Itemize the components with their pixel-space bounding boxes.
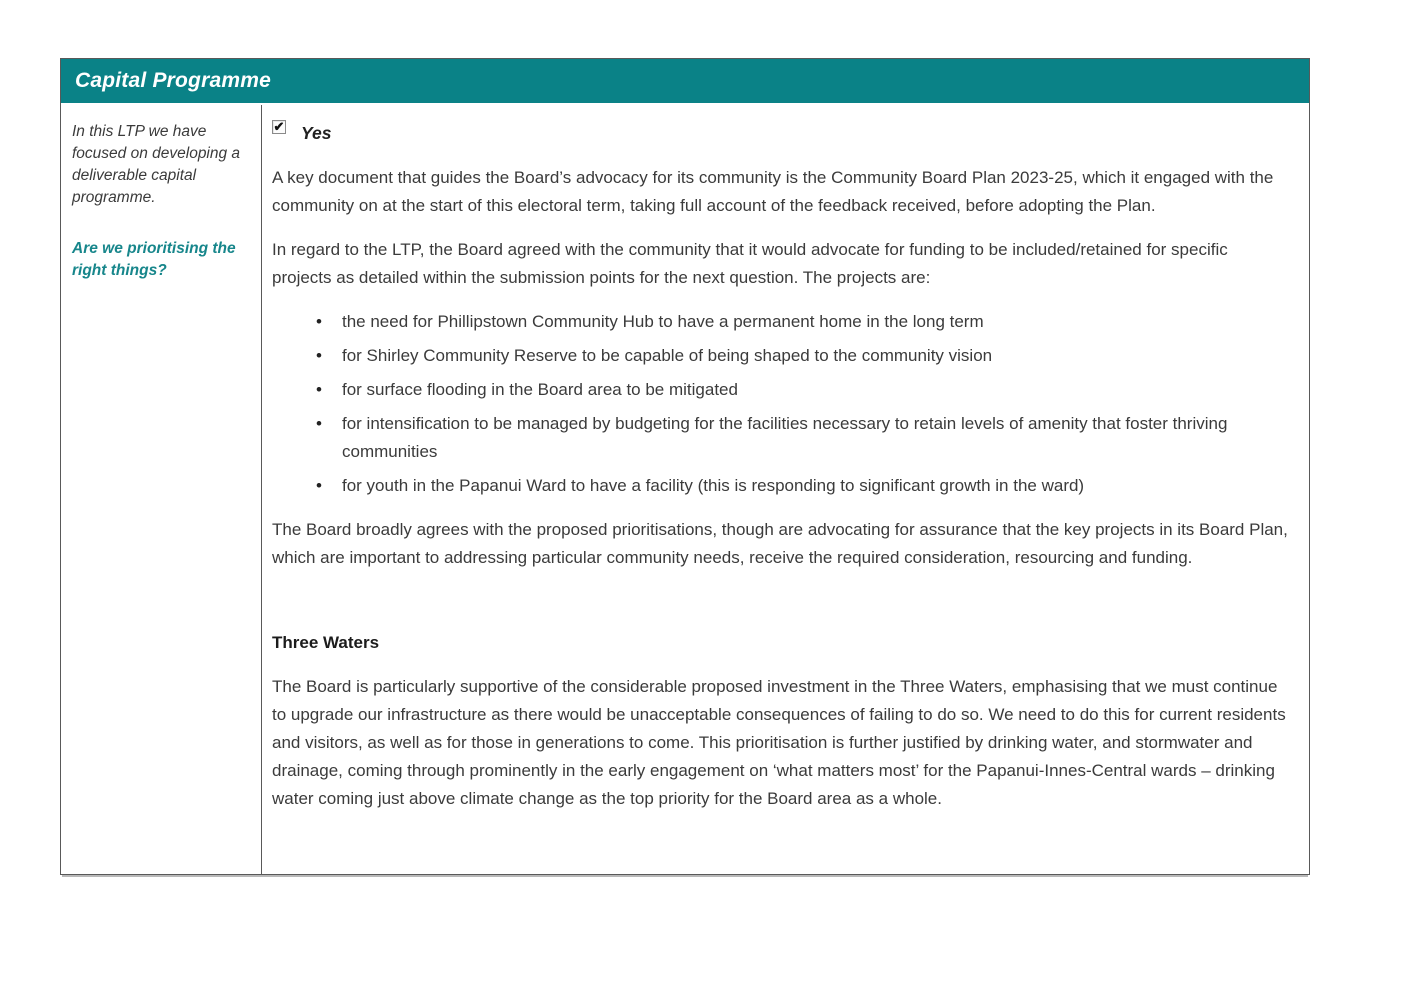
sidebar-note: In this LTP we have focused on developing a deliverable capital programme. — [72, 123, 241, 206]
bullet-item: • for surface flooding in the Board area to be mitigated — [316, 376, 1291, 404]
sidebar-question: Are we prioritising the right things? — [72, 240, 236, 279]
three-waters-heading: Three Waters — [272, 633, 380, 652]
bullet-item: • for youth in the Papanui Ward to have a facility (this is responding to significant growth in the ward) — [316, 472, 1291, 500]
yes-label: Yes — [301, 123, 332, 143]
sidebar-cell — [61, 105, 262, 874]
section-body — [61, 105, 1309, 874]
section-title: Capital Programme — [75, 69, 271, 92]
projects-bullet-list — [272, 308, 1291, 500]
bullet-item: • for intensification to be managed by budgeting for the facilities necessary to retain levels of amenity that foster thriving communities — [316, 410, 1291, 466]
bullet-item: • for Shirley Community Reserve to be capable of being shaped to the community vision — [316, 342, 1291, 370]
paragraph-board-plan: A key document that guides the Board’s advocacy for its community is the Community Board Plan 2023-25, which it engaged with the community on at the start of this electoral term, taking full account of the feedback received, before adopting the Plan. — [272, 168, 1274, 215]
section-header — [61, 59, 1309, 105]
capital-programme-section — [60, 58, 1310, 875]
paragraph-prioritisations: The Board broadly agrees with the proposed prioritisations, though are advocating for assurance that the key projects in its Board Plan, which are important to addressing particular community needs, receive the required consideration, resourcing and funding. — [272, 520, 1288, 567]
yes-checkbox[interactable] — [272, 120, 286, 134]
answer-cell — [262, 105, 1309, 874]
paragraph-three-waters: The Board is particularly supportive of the considerable proposed investment in the Three Waters, emphasising that we must continue to upgrade our infrastructure as there would be unacceptable consequences of failing to do so. We need to do this for current residents and visitors, as well as for those in generations to come. This prioritisation is further justified by drinking water, and stormwater and drainage, coming through prominently in the early engagement on ‘what matters most’ for the Papanui-Innes-Central wards – drinking water coming just above climate change as the top priority for the Board area as a whole. — [272, 677, 1286, 808]
bullet-item: • the need for Phillipstown Community Hub to have a permanent home in the long term — [316, 308, 1291, 336]
paragraph-ltp-advocacy: In regard to the LTP, the Board agreed with the community that it would advocate for funding to be included/retained for specific projects as detailed within the submission points for the next question. The projects are: — [272, 240, 1228, 287]
checkmark-icon: ✔ — [273, 118, 285, 134]
yes-answer-row — [272, 119, 1291, 143]
